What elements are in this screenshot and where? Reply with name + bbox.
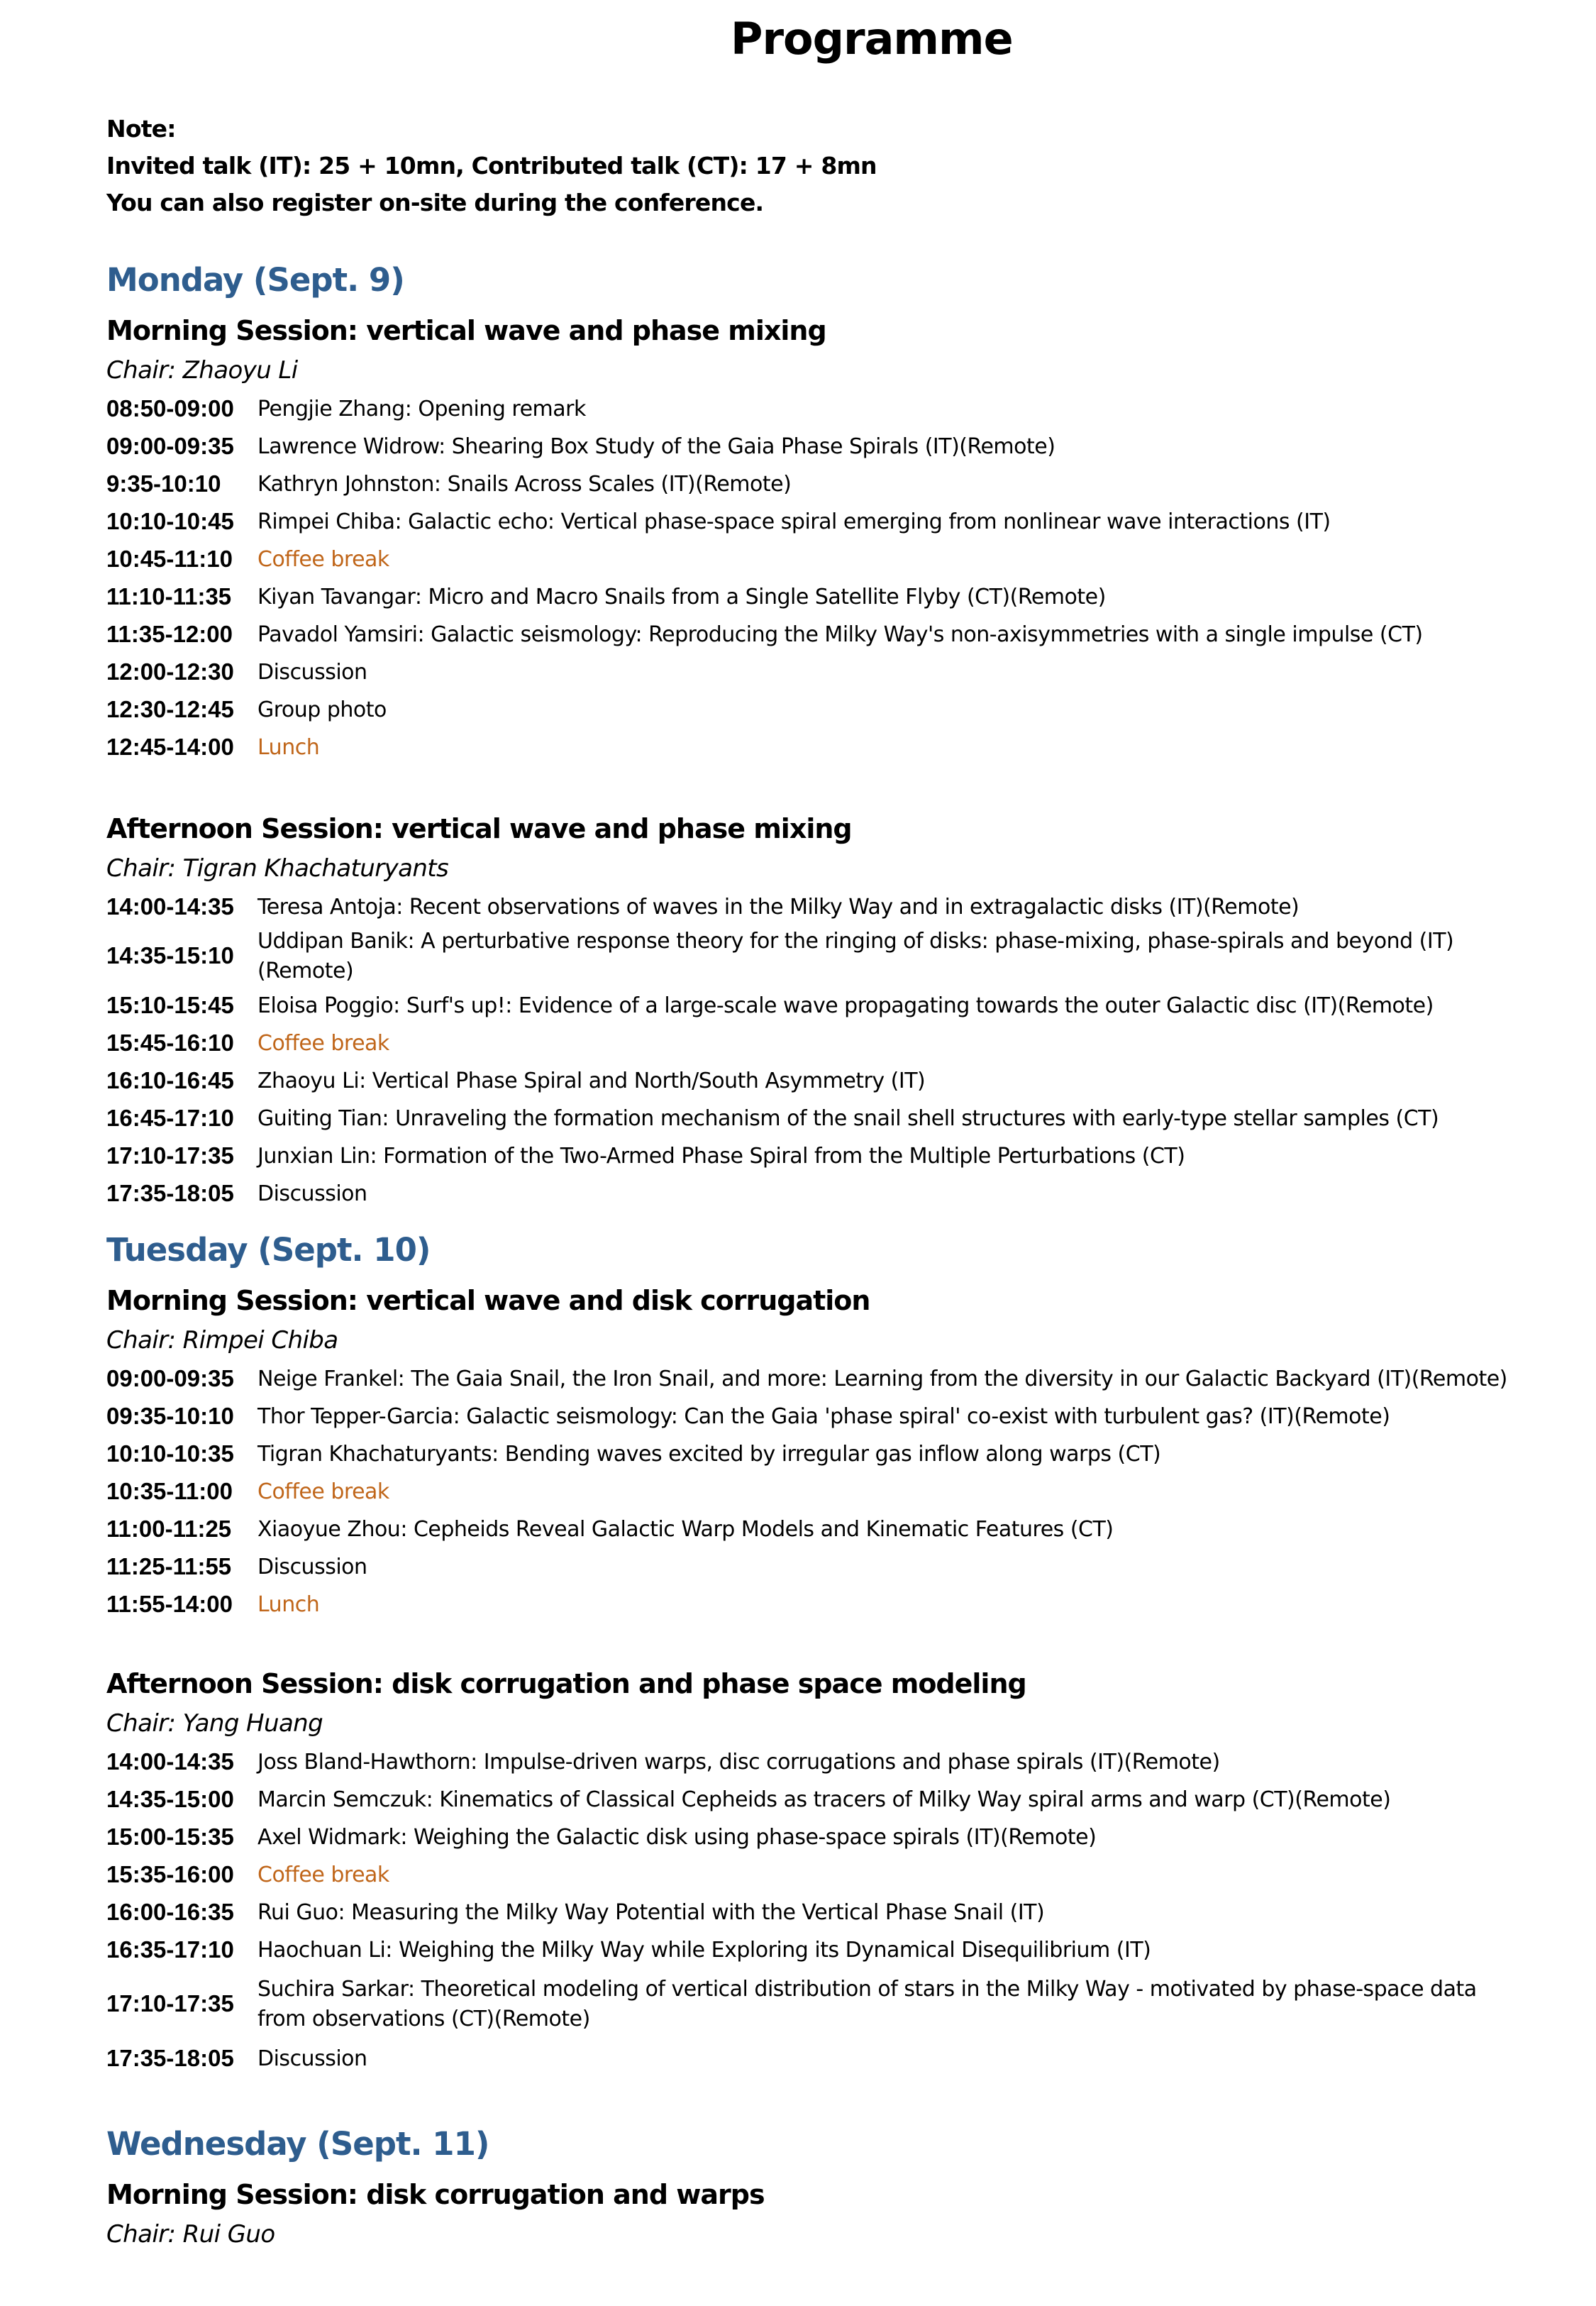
talk-title: Tigran Khachaturyants: Bending waves excited by irregular gas inflow along warps (CT) [257,1441,1161,1467]
schedule-row [106,1510,1525,1548]
note-block [106,111,877,221]
talk-title: Xiaoyue Zhou: Cepheids Reveal Galactic Warp Models and Kinematic Features (CT) [257,1516,1114,1542]
note-label: Note: [106,115,176,143]
schedule-row [106,2039,1525,2077]
time-slot: 17:10-17:35 [106,1142,234,1169]
session-title: Morning Session: vertical wave and disk corrugation [106,1285,870,1316]
talk-title: Discussion [257,659,367,685]
page-title: Programme [731,13,1013,65]
time-slot: 15:35-16:00 [106,1860,234,1887]
schedule-row [106,888,1525,925]
talk-title: Thor Tepper-Garcia: Galactic seismology: Can the Gaia 'phase spiral' co-exist with turbulent gas? (IT)(Remote) [257,1403,1390,1429]
talk-title: Teresa Antoja: Recent observations of waves in the Milky Way and in extragalactic disks (IT)(Remote) [257,894,1299,920]
schedule-row [106,1359,1525,1397]
time-slot: 10:35-11:00 [106,1477,233,1504]
talk-title: Rimpei Chiba: Galactic echo: Vertical phase-space spiral emerging from nonlinear wave interactions (IT) [257,509,1331,534]
time-slot: 16:35-17:10 [106,1936,234,1963]
break-label: Coffee break [257,1479,389,1504]
time-slot: 17:10-17:35 [106,1990,234,2017]
day-heading-wednesday: Wednesday (Sept. 11) [106,2125,489,2163]
session-title: Morning Session: vertical wave and phase mixing [106,315,826,346]
time-slot: 09:00-09:35 [106,432,234,459]
schedule-row [106,1818,1525,1855]
schedule-row [106,1137,1525,1174]
schedule-row [106,1780,1525,1818]
time-slot: 10:10-10:45 [106,507,234,534]
time-slot: 12:30-12:45 [106,695,234,722]
session-monday-afternoon [106,808,1525,1212]
time-slot: 11:00-11:25 [106,1515,232,1542]
talk-title: Zhaoyu Li: Vertical Phase Spiral and North/South Asymmetry (IT) [257,1068,926,1093]
talk-title: Suchira Sarkar: Theoretical modeling of vertical distribution of stars in the Milky Way - motivated by phase-space data from observations (CT)(Remote) [257,1977,1477,2031]
talk-title: Discussion [257,2046,367,2071]
schedule-row-break [106,540,1525,578]
session-title: Afternoon Session: vertical wave and phase mixing [106,813,852,844]
time-slot: 9:35-10:10 [106,470,221,497]
schedule-row [106,502,1525,540]
session-chair: Chair: Rimpei Chiba [106,1326,338,1355]
talk-title: Marcin Semczuk: Kinematics of Classical Cepheids as tracers of Milky Way spiral arms and warp (CT)(Remote) [257,1787,1391,1812]
time-slot: 09:00-09:35 [106,1364,234,1391]
day-heading-tuesday: Tuesday (Sept. 10) [106,1231,431,1269]
time-slot: 12:45-14:00 [106,733,234,760]
schedule-row [106,465,1525,502]
break-label: Lunch [257,1591,320,1617]
time-slot: 15:10-15:45 [106,991,234,1018]
schedule-row [106,1968,1525,2039]
note-talk-durations: Invited talk (IT): 25 + 10mn, Contributed talk (CT): 17 + 8mn [106,152,877,180]
schedule-row [106,427,1525,465]
schedule-row-break [106,1855,1525,1893]
talk-title: Pavadol Yamsiri: Galactic seismology: Reproducing the Milky Way's non-axisymmetries with a single impulse (CT) [257,622,1423,647]
schedule-row [106,1397,1525,1435]
time-slot: 17:35-18:05 [106,1179,234,1206]
schedule-row [106,1548,1525,1585]
time-slot: 16:45-17:10 [106,1104,234,1131]
break-label: Coffee break [257,546,389,572]
schedule-row [106,390,1525,427]
talk-title: Rui Guo: Measuring the Milky Way Potential with the Vertical Phase Snail (IT) [257,1899,1045,1925]
schedule-row [106,653,1525,690]
time-slot: 14:35-15:00 [106,1785,234,1812]
time-slot: 16:00-16:35 [106,1898,234,1925]
time-slot: 11:10-11:35 [106,583,232,609]
talk-title: Kiyan Tavangar: Micro and Macro Snails from a Single Satellite Flyby (CT)(Remote) [257,584,1106,609]
schedule-row-break [106,728,1525,766]
talk-title: Junxian Lin: Formation of the Two-Armed Phase Spiral from the Multiple Perturbations (CT) [257,1143,1185,1169]
session-chair: Chair: Rui Guo [106,2220,275,2249]
schedule-row [106,578,1525,615]
time-slot: 14:00-14:35 [106,893,234,920]
schedule-row [106,925,1525,986]
time-slot: 14:00-14:35 [106,1748,234,1775]
schedule-row [106,1743,1525,1780]
time-slot: 11:55-14:00 [106,1590,233,1617]
talk-title: Haochuan Li: Weighing the Milky Way while Exploring its Dynamical Disequilibrium (IT) [257,1937,1151,1963]
schedule-row [106,1931,1525,1968]
schedule-row [106,690,1525,728]
break-label: Lunch [257,734,320,760]
time-slot: 11:25-11:55 [106,1552,232,1579]
time-slot: 10:10-10:35 [106,1440,234,1467]
talk-title: Neige Frankel: The Gaia Snail, the Iron Snail, and more: Learning from the diversity in our Galactic Backyard (IT)(Remote) [257,1366,1507,1391]
break-label: Coffee break [257,1030,389,1056]
time-slot: 08:50-09:00 [106,395,234,421]
session-chair: Chair: Tigran Khachaturyants [106,854,449,883]
time-slot: 14:35-15:10 [106,942,234,969]
schedule-row [106,1893,1525,1931]
schedule-row [106,986,1525,1024]
session-wednesday-morning [106,2174,1525,2253]
session-chair: Chair: Zhaoyu Li [106,356,298,385]
time-slot: 11:35-12:00 [106,620,233,647]
talk-title: Lawrence Widrow: Shearing Box Study of the Gaia Phase Spirals (IT)(Remote) [257,434,1055,459]
schedule-row [106,1435,1525,1472]
talk-title: Uddipan Banik: A perturbative response theory for the ringing of disks: phase-mixing, phase-spirals and beyond (IT)(Remote) [257,929,1454,983]
session-chair: Chair: Yang Huang [106,1709,323,1738]
note-registration: You can also register on-site during the conference. [106,189,764,216]
time-slot: 12:00-12:30 [106,658,234,685]
session-title: Morning Session: disk corrugation and warps [106,2179,765,2210]
talk-title: Axel Widmark: Weighing the Galactic disk using phase-space spirals (IT)(Remote) [257,1824,1097,1850]
talk-title: Group photo [257,697,387,722]
talk-title: Guiting Tian: Unraveling the formation mechanism of the snail shell structures with early-type stellar samples (CT) [257,1105,1439,1131]
time-slot: 09:35-10:10 [106,1402,234,1429]
talk-title: Kathryn Johnston: Snails Across Scales (IT)(Remote) [257,471,792,497]
session-monday-morning [106,310,1525,766]
talk-title: Eloisa Poggio: Surf's up!: Evidence of a large-scale wave propagating towards the outer Galactic disc (IT)(Remote) [257,993,1434,1018]
talk-title: Pengjie Zhang: Opening remark [257,396,586,421]
talk-title: Discussion [257,1554,367,1579]
time-slot: 15:45-16:10 [106,1029,234,1056]
session-tuesday-afternoon [106,1663,1525,2077]
day-heading-monday: Monday (Sept. 9) [106,261,404,299]
schedule-row-break [106,1585,1525,1623]
schedule-row [106,1061,1525,1099]
talk-title: Discussion [257,1181,367,1206]
time-slot: 10:45-11:10 [106,545,233,572]
schedule-row-break [106,1472,1525,1510]
schedule-row [106,615,1525,653]
schedule-row [106,1174,1525,1212]
session-title: Afternoon Session: disk corrugation and phase space modeling [106,1668,1026,1699]
talk-title: Joss Bland-Hawthorn: Impulse-driven warps, disc corrugations and phase spirals (IT)(Remote) [257,1749,1220,1775]
time-slot: 16:10-16:45 [106,1066,234,1093]
break-label: Coffee break [257,1862,389,1887]
session-tuesday-morning [106,1280,1525,1623]
schedule-row-break [106,1024,1525,1061]
schedule-row [106,1099,1525,1137]
time-slot: 17:35-18:05 [106,2044,234,2071]
time-slot: 15:00-15:35 [106,1823,234,1850]
